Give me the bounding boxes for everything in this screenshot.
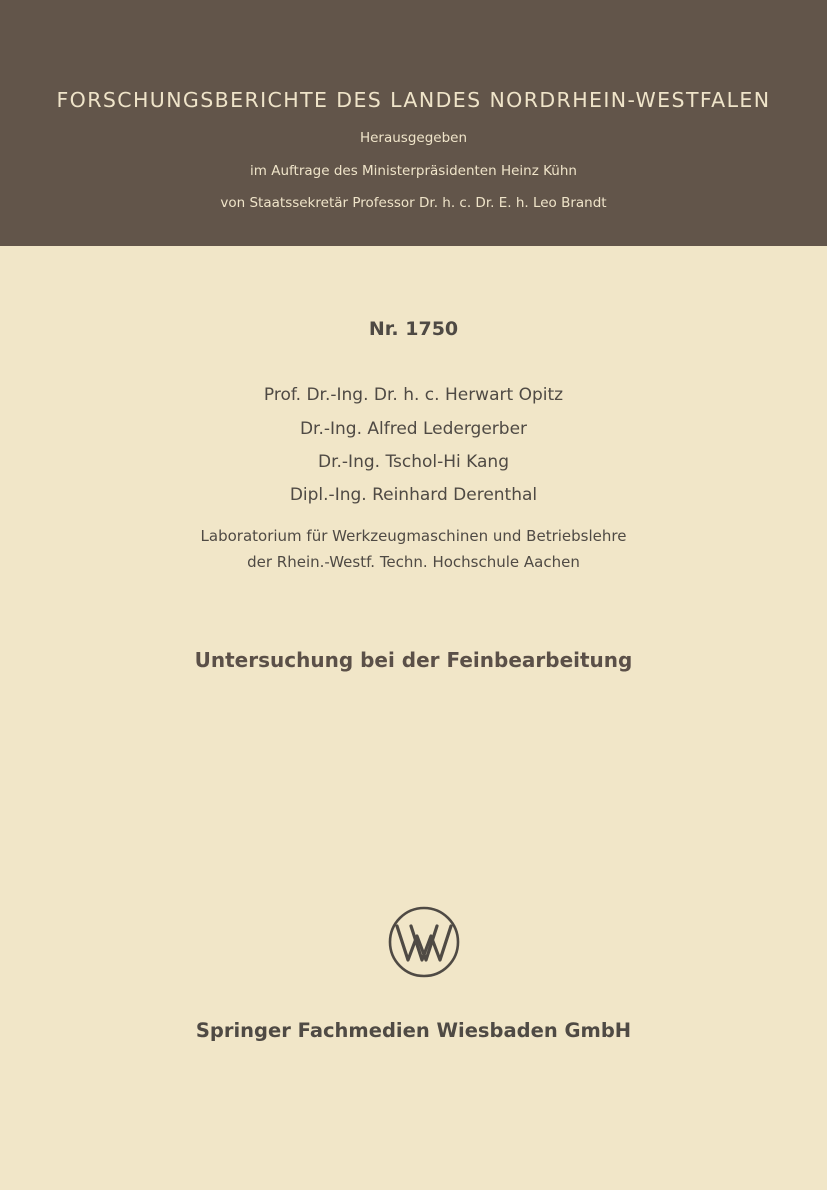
- institution-line: Laboratorium für Werkzeugmaschinen und Betriebslehre: [200, 527, 627, 545]
- series-title: FORSCHUNGSBERICHTE DES LANDES NORDRHEIN-WESTFALEN: [56, 88, 771, 112]
- author-name: Dr.-Ing. Alfred Ledergerber: [299, 419, 528, 439]
- publisher-name: Springer Fachmedien Wiesbaden GmbH: [195, 1019, 632, 1042]
- volume-number: Nr. 1750: [368, 318, 459, 340]
- header-band: [0, 0, 827, 246]
- publisher-logo-icon: [387, 905, 461, 979]
- editor-line-herausgegeben: Herausgegeben: [359, 130, 468, 146]
- book-title: Untersuchung bei der Feinbearbeitung: [194, 648, 633, 672]
- author-name: Dr.-Ing. Tschol-Hi Kang: [318, 452, 509, 472]
- author-name: Dipl.-Ing. Reinhard Derenthal: [289, 485, 538, 505]
- editor-line-commission: im Auftrage des Ministerpräsidenten Heinz Kühn: [250, 163, 577, 179]
- author-name: Prof. Dr.-Ing. Dr. h. c. Herwart Opitz: [263, 385, 564, 405]
- institution-line: der Rhein.-Westf. Techn. Hochschule Aachen: [247, 553, 580, 571]
- editor-line-secretary: von Staatssekretär Professor Dr. h. c. Dr. E. h. Leo Brandt: [220, 195, 607, 211]
